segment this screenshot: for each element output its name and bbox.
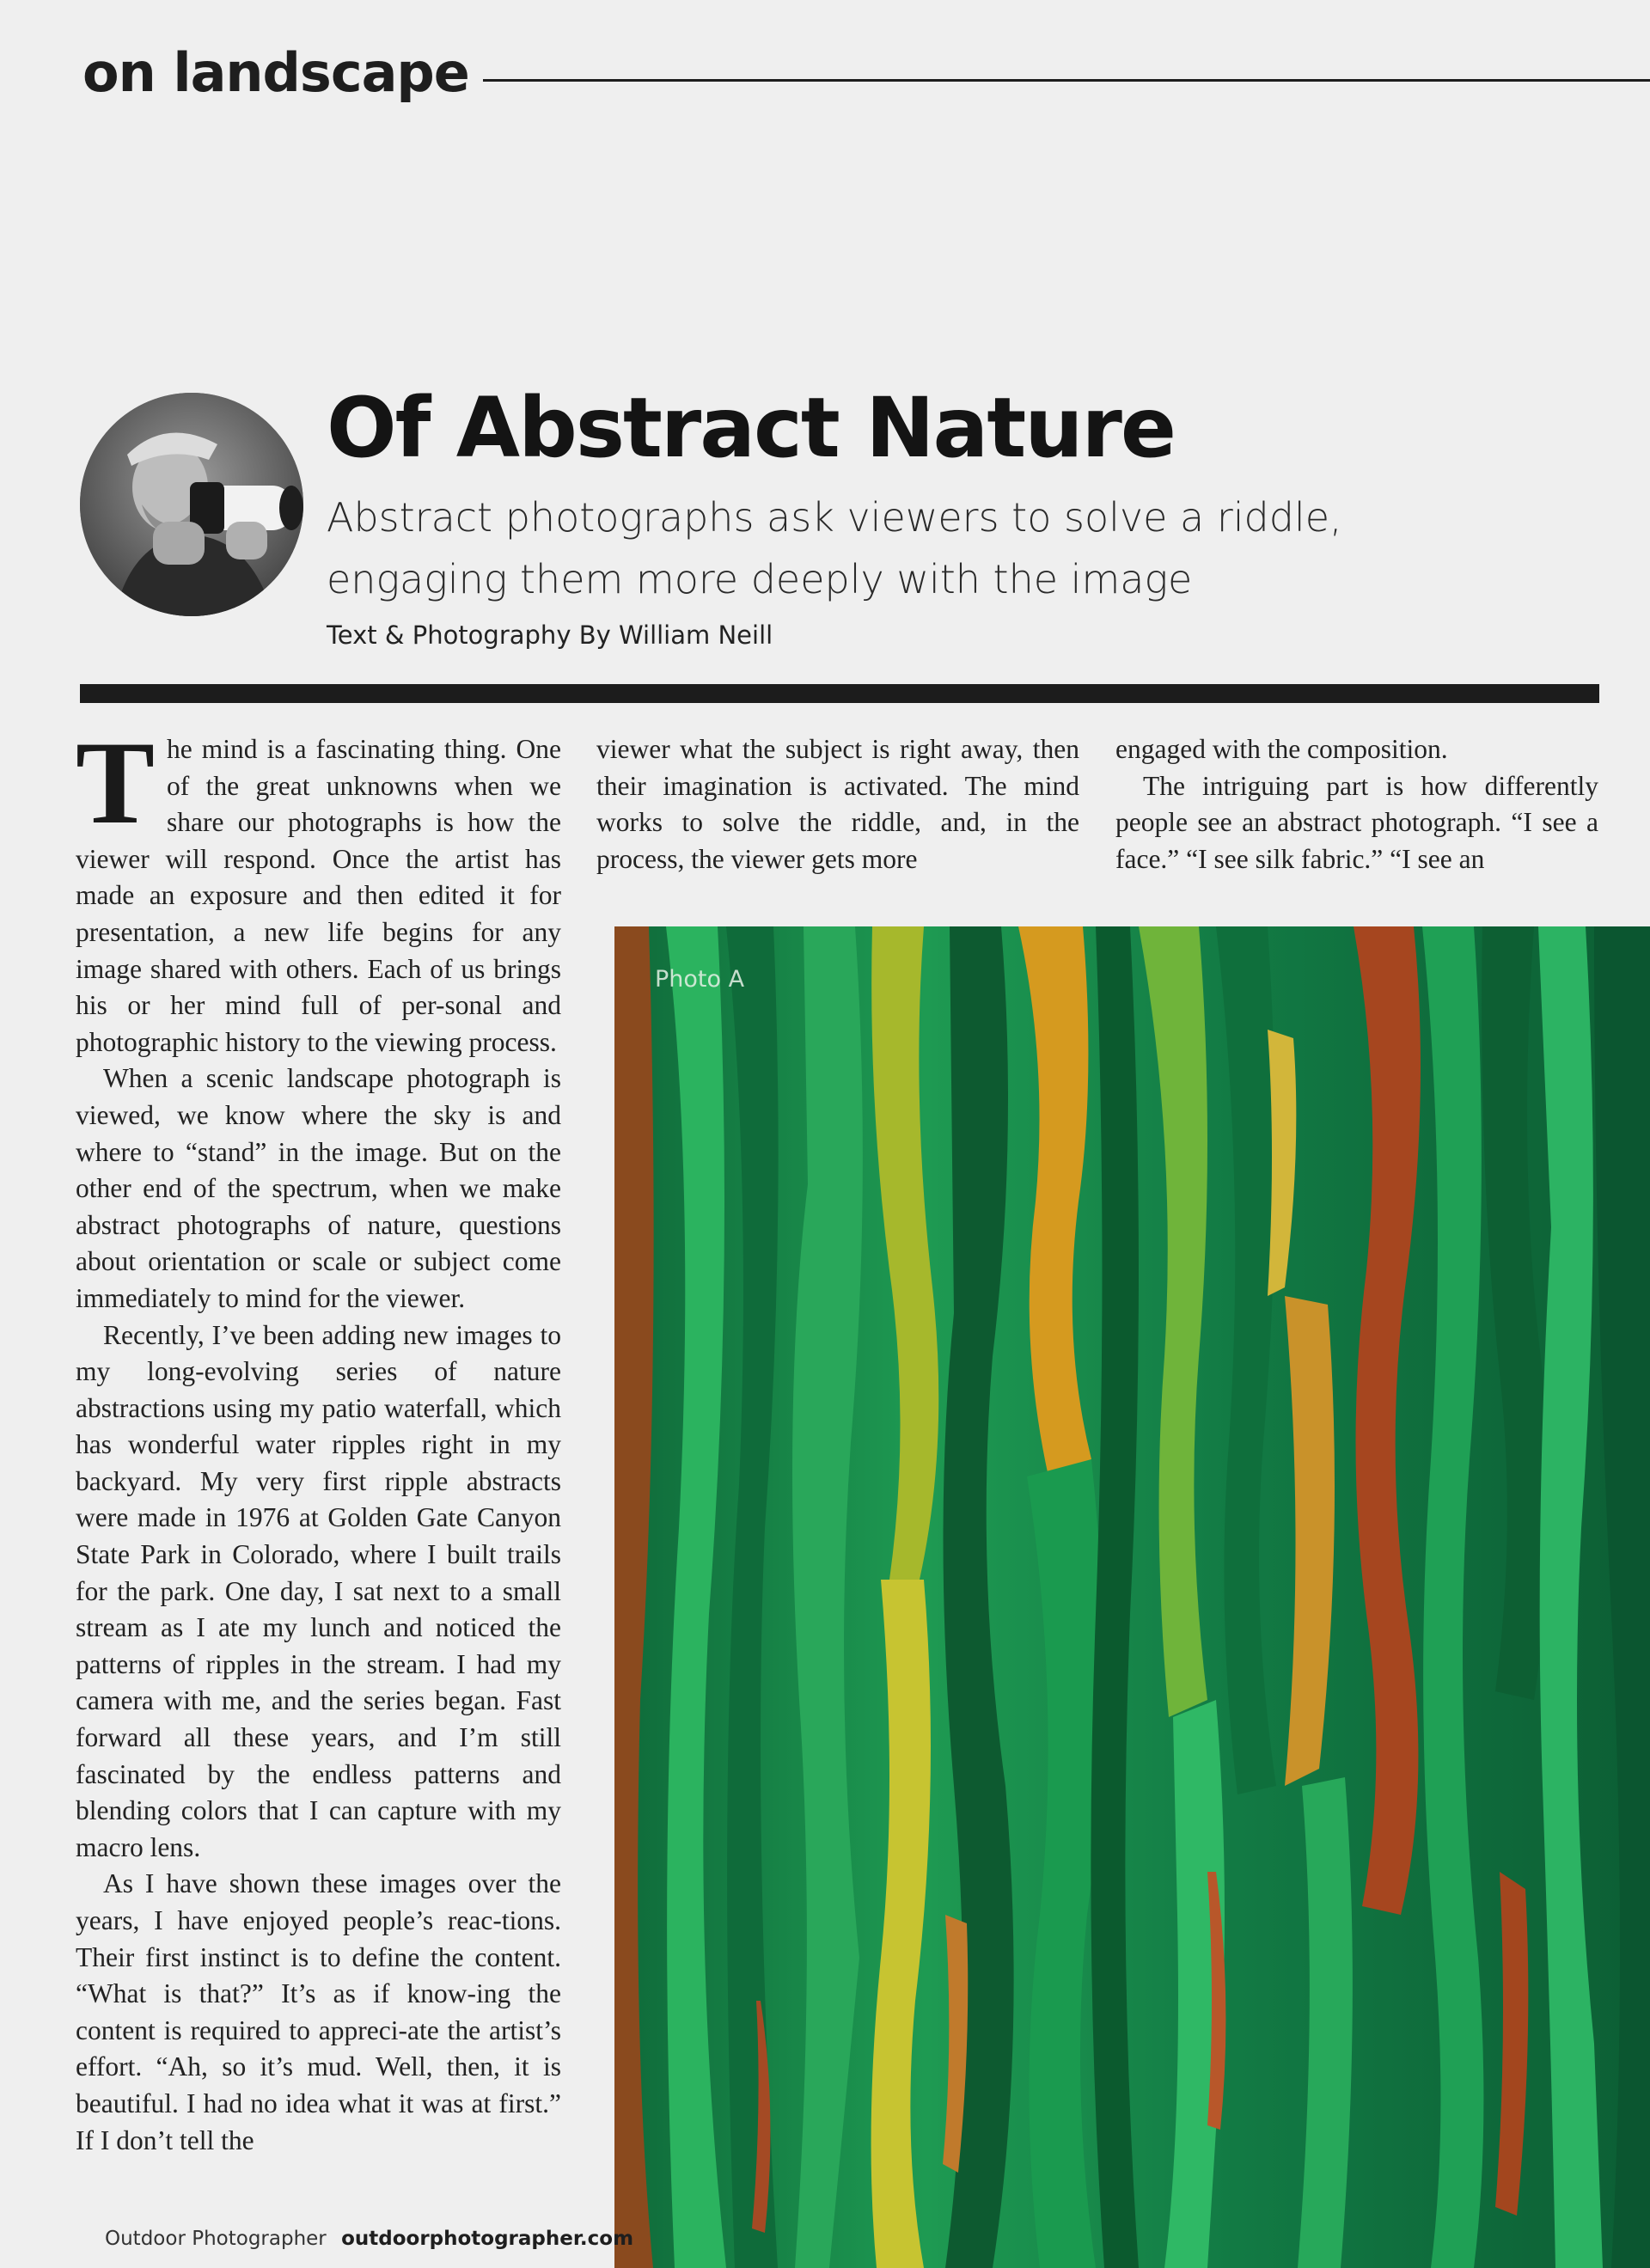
paragraph-text: he mind is a fascinating thing. One of the great unknowns when we share our photographs is how the viewer will respond. Once the artist has made an exposure and then edited it for presentation, a new life begins for any image shared with others. Each of us brings his or her mind full of per-sonal and photographic history to the viewing process.: [76, 734, 561, 1057]
photo-a-image: [614, 926, 1650, 2268]
text-column-3: [1115, 731, 1598, 877]
author-avatar: [80, 393, 303, 616]
paragraph: viewer what the subject is right away, then their imagination is activated. The mind works to solve the riddle, and, in the process, the viewer gets more: [596, 734, 1079, 874]
article-title: Of Abstract Nature: [327, 380, 1175, 476]
footer-website: outdoorphotographer.com: [341, 2228, 634, 2250]
paragraph: As I have shown these images over the years, I have enjoyed people’s reac-tions. Their first instinct is to define the content. “What is that?” It’s as if know-ing the content is required to appreci-ate the artist’s effort. “Ah, so it’s mud. Well, then, it is beautiful. I had no idea what it was at first.” If I don’t tell the: [76, 1868, 561, 2155]
article-byline: Text & Photography By William Neill: [327, 620, 773, 650]
section-header-rule: [483, 79, 1650, 82]
drop-cap: T: [76, 717, 156, 848]
section-header: on landscape: [82, 41, 469, 104]
text-column-2: [596, 731, 1079, 877]
page-footer: [105, 2228, 633, 2250]
footer-magazine-name: Outdoor Photographer: [105, 2228, 327, 2250]
paragraph: The intriguing part is how differently people see an abstract photograph. “I see a face.” “I see silk fabric.” “I see an: [1115, 770, 1598, 874]
article-deck-line-1: Abstract photographs ask viewers to solve a riddle,: [327, 494, 1342, 541]
paragraph: [76, 717, 561, 1061]
paragraph: engaged with the composition.: [1115, 734, 1448, 764]
article-deck-line-2: engaging them more deeply with the image: [327, 556, 1193, 602]
text-column-1: [76, 717, 561, 2159]
paragraph: Recently, I’ve been adding new images to my long-evolving series of nature abstractions using my patio waterfall, which has wonderful water ripples right in my backyard. My very first ripple abstracts were made in 1976 at Golden Gate Canyon State Park in Colorado, where I built trails for the park. One day, I sat next to a small stream as I ate my lunch and noticed the patterns of ripples in the stream. I had my camera with me, and the series began. Fast forward all these years, and I’m still fascinated by the endless patterns and blending colors that I can capture with my macro lens.: [76, 1319, 561, 1862]
photo-caption-label: Photo A: [655, 966, 745, 993]
article-deck: [327, 486, 1358, 610]
paragraph: When a scenic landscape photograph is viewed, we know where the sky is and where to “stand” in the image. But on the other end of the spectrum, when we make abstract photographs of nature, questions about orientation or scale or subject come immediately to mind for the viewer.: [76, 1063, 561, 1313]
title-divider: [80, 684, 1599, 703]
